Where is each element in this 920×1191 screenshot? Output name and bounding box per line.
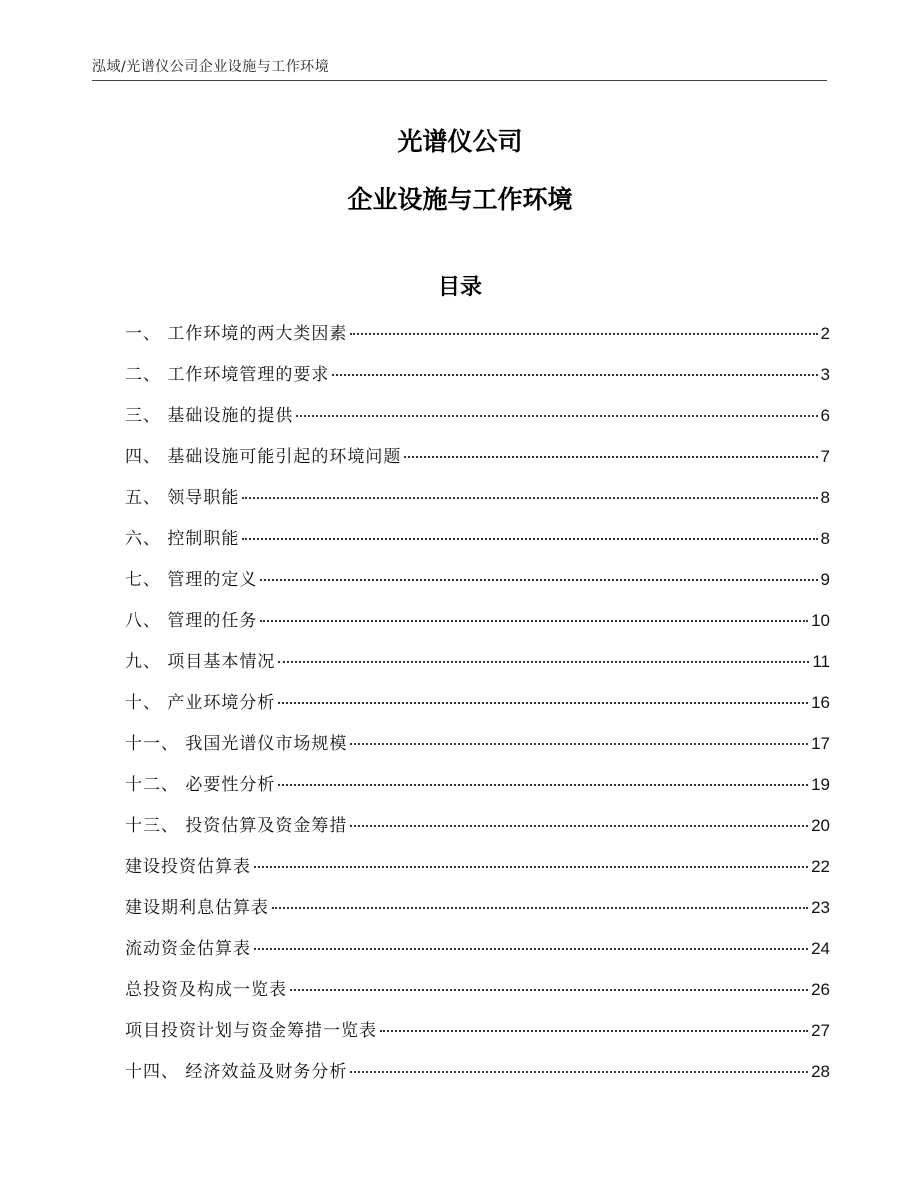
toc-entry-label: 一、 工作环境的两大类因素 <box>125 324 348 344</box>
toc-entry-label: 建设期利息估算表 <box>125 898 269 918</box>
toc-entry-label: 流动资金估算表 <box>125 939 251 959</box>
toc-entry[interactable] <box>125 770 830 811</box>
toc-entry-page-number: 16 <box>811 693 830 712</box>
toc-entry[interactable] <box>125 360 830 401</box>
toc-dot-leader <box>242 538 817 540</box>
toc-entry-label: 八、 管理的任务 <box>125 611 258 631</box>
toc-dot-leader <box>260 620 808 622</box>
toc-entry[interactable] <box>125 729 830 770</box>
toc-entry[interactable] <box>125 565 830 606</box>
toc-entry[interactable] <box>125 483 830 524</box>
document-title: 光谱仪公司 <box>397 127 523 156</box>
toc-entry[interactable] <box>125 1016 830 1057</box>
toc-dot-leader <box>278 784 808 786</box>
toc-entry[interactable] <box>125 975 830 1016</box>
toc-entry-page-number: 19 <box>811 775 830 794</box>
toc-dot-leader <box>350 825 808 827</box>
toc-entry[interactable] <box>125 606 830 647</box>
toc-dot-leader <box>290 989 808 991</box>
toc-entry-label: 项目投资计划与资金筹措一览表 <box>125 1021 377 1041</box>
toc-entry-page-number: 24 <box>811 939 830 958</box>
toc-entry-label: 总投资及构成一览表 <box>125 980 287 1000</box>
toc-entry-label: 六、 控制职能 <box>125 529 240 549</box>
toc-heading: 目录 <box>437 275 482 300</box>
toc-entry-page-number: 3 <box>820 365 830 384</box>
toc-entry[interactable] <box>125 934 830 975</box>
toc-entry-page-number: 17 <box>811 734 830 753</box>
toc-entry-label: 九、 项目基本情况 <box>125 652 276 672</box>
toc-entry-page-number: 20 <box>811 816 830 835</box>
toc-dot-leader <box>278 702 808 704</box>
toc-dot-leader <box>296 415 817 417</box>
toc-dot-leader <box>350 743 808 745</box>
toc-dot-leader <box>272 907 808 909</box>
toc-entry[interactable] <box>125 1057 830 1098</box>
toc-entry-label: 十二、 必要性分析 <box>125 775 276 795</box>
toc-dot-leader <box>278 661 809 663</box>
toc-dot-leader <box>350 333 817 335</box>
toc-entry-page-number: 23 <box>811 898 830 917</box>
toc-entry[interactable] <box>125 401 830 442</box>
toc-entry-page-number: 11 <box>812 652 830 671</box>
header-divider <box>92 80 827 81</box>
toc-entry[interactable] <box>125 688 830 729</box>
toc-entry[interactable] <box>125 319 830 360</box>
toc-dot-leader <box>242 497 817 499</box>
toc-dot-leader <box>350 1071 808 1073</box>
toc-entry-page-number: 8 <box>820 529 830 548</box>
toc-entry-page-number: 26 <box>811 980 830 999</box>
toc-entry-page-number: 28 <box>811 1062 830 1081</box>
document-subtitle: 企业设施与工作环境 <box>347 185 573 214</box>
toc-entry-page-number: 22 <box>811 857 830 876</box>
toc-entry[interactable] <box>125 442 830 483</box>
toc-entry[interactable] <box>125 893 830 934</box>
table-of-contents <box>125 319 830 1098</box>
toc-dot-leader <box>254 948 808 950</box>
toc-entry-label: 七、 管理的定义 <box>125 570 258 590</box>
toc-entry-page-number: 8 <box>820 488 830 507</box>
toc-dot-leader <box>260 579 817 581</box>
toc-entry[interactable] <box>125 647 830 688</box>
toc-dot-leader <box>332 374 817 376</box>
toc-entry-page-number: 10 <box>811 611 830 630</box>
toc-entry-page-number: 27 <box>811 1021 830 1040</box>
toc-entry-label: 十四、 经济效益及财务分析 <box>125 1062 348 1082</box>
toc-entry-page-number: 6 <box>820 406 830 425</box>
running-header: 泓域/光谱仪公司企业设施与工作环境 <box>92 59 330 75</box>
toc-dot-leader <box>404 456 817 458</box>
toc-entry[interactable] <box>125 524 830 565</box>
toc-entry-label: 三、 基础设施的提供 <box>125 406 294 426</box>
toc-entry-label: 十、 产业环境分析 <box>125 693 276 713</box>
toc-entry-label: 二、 工作环境管理的要求 <box>125 365 330 385</box>
toc-dot-leader <box>380 1030 808 1032</box>
toc-entry-page-number: 9 <box>820 570 830 589</box>
toc-entry-label: 建设投资估算表 <box>125 857 251 877</box>
toc-dot-leader <box>254 866 808 868</box>
toc-entry-page-number: 7 <box>820 447 830 466</box>
toc-entry-label: 四、 基础设施可能引起的环境问题 <box>125 447 402 467</box>
toc-entry-label: 五、 领导职能 <box>125 488 240 508</box>
toc-entry-label: 十一、 我国光谱仪市场规模 <box>125 734 348 754</box>
toc-entry-page-number: 2 <box>820 324 830 343</box>
toc-entry-label: 十三、 投资估算及资金筹措 <box>125 816 348 836</box>
toc-entry[interactable] <box>125 811 830 852</box>
toc-entry[interactable] <box>125 852 830 893</box>
